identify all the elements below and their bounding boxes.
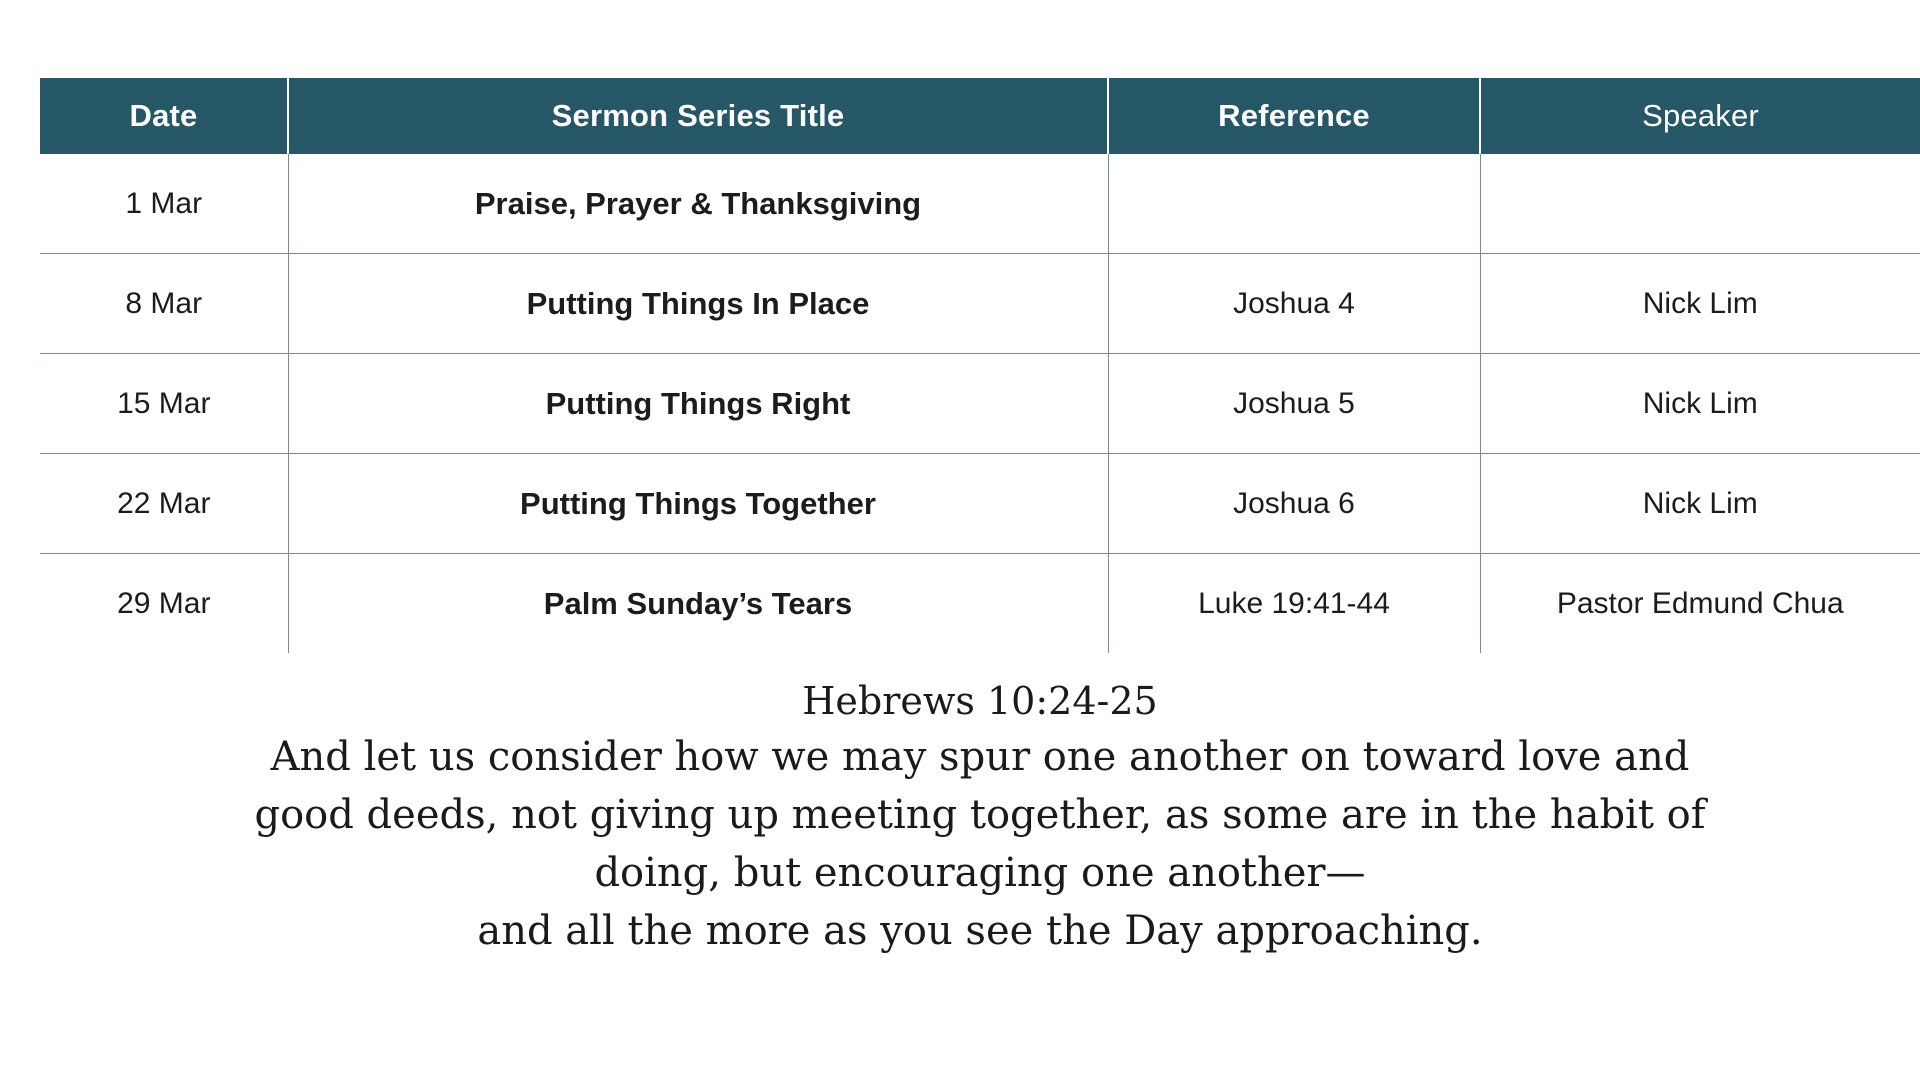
table-row (40, 154, 1920, 254)
cell-speaker: Nick Lim (1480, 354, 1920, 454)
cell-reference: Joshua 4 (1108, 254, 1480, 354)
cell-title: Praise, Prayer & Thanksgiving (288, 154, 1108, 254)
cell-reference: Luke 19:41-44 (1108, 554, 1480, 654)
cell-speaker: Pastor Edmund Chua (1556, 586, 1844, 620)
cell-title: Putting Things Right (288, 354, 1108, 454)
scripture-reference: Hebrews 10:24-25 (802, 679, 1158, 723)
cell-speaker (1480, 154, 1920, 254)
cell-title: Putting Things Together (288, 454, 1108, 554)
table-header (40, 78, 1920, 154)
cell-speaker: Nick Lim (1480, 454, 1920, 554)
scripture-line: and all the more as you see the Day approaching. (477, 907, 1483, 954)
column-header-speaker: Speaker (1480, 78, 1920, 154)
column-header-reference: Reference (1108, 78, 1480, 154)
cell-speaker: Nick Lim (1480, 254, 1920, 354)
scripture-block (40, 679, 1920, 960)
scripture-text (40, 728, 1920, 960)
table-row (40, 254, 1920, 354)
cell-date: 15 Mar (40, 354, 288, 454)
table-row (40, 454, 1920, 554)
table-header-row (40, 78, 1920, 154)
column-header-sermon-series-title: Sermon Series Title (288, 78, 1108, 154)
table-row (40, 554, 1920, 654)
cell-reference: Joshua 5 (1108, 354, 1480, 454)
cell-date: 22 Mar (40, 454, 288, 554)
scripture-line: good deeds, not giving up meeting together, as some are in the habit of (254, 791, 1706, 838)
cell-date: 29 Mar (40, 554, 288, 654)
cell-title: Putting Things In Place (288, 254, 1108, 354)
scripture-line: And let us consider how we may spur one another on toward love and (270, 733, 1690, 780)
cell-reference: Joshua 6 (1108, 454, 1480, 554)
table-row (40, 354, 1920, 454)
table-body (40, 154, 1920, 653)
cell-title: Palm Sunday’s Tears (288, 554, 1108, 654)
sermon-schedule-table (40, 78, 1920, 653)
cell-date: 1 Mar (40, 154, 288, 254)
scripture-line: doing, but encouraging one another— (594, 849, 1366, 896)
cell-date: 8 Mar (40, 254, 288, 354)
cell-reference (1108, 154, 1480, 254)
column-header-date: Date (40, 78, 288, 154)
